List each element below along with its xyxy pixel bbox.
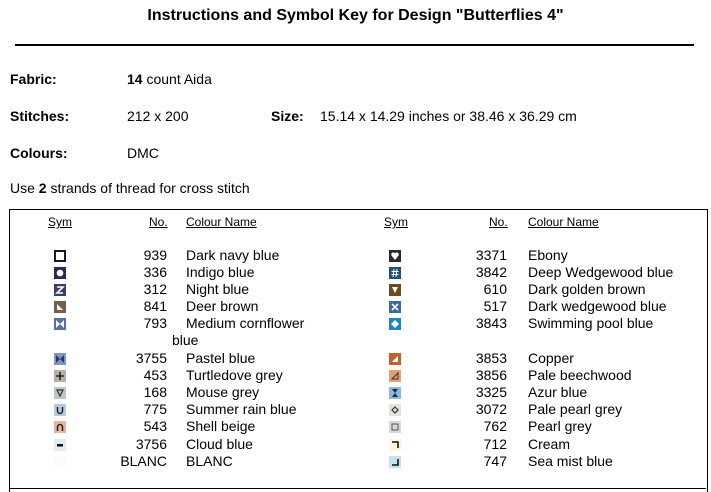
right_rows-dmc-number: 3853 bbox=[475, 350, 507, 366]
page-title: Instructions and Symbol Key for Design "Butterflies 4" bbox=[147, 7, 564, 24]
bowtie-light-icon bbox=[54, 352, 66, 364]
left_rows-dmc-number: 3755 bbox=[135, 350, 167, 366]
right_rows-dmc-number: 747 bbox=[483, 453, 507, 469]
hourglass-icon bbox=[389, 386, 401, 398]
triangle-corner-peach-icon bbox=[389, 369, 401, 381]
left_rows-dmc-number: 775 bbox=[143, 401, 167, 417]
table-bottom-rule bbox=[9, 488, 706, 489]
diamond-icon bbox=[389, 317, 401, 329]
left_rows-dmc-number: 168 bbox=[143, 384, 167, 400]
triangle-corner-orange-icon bbox=[389, 352, 401, 364]
right_rows-colour-name: Dark wedgewood blue bbox=[528, 298, 667, 314]
left_rows-dmc-number: 453 bbox=[143, 367, 167, 383]
right_rows-colour-name: Ebony bbox=[528, 247, 568, 263]
left_rows-colour-name: Deer brown bbox=[186, 298, 259, 314]
sym-header-right: Sym bbox=[384, 215, 408, 229]
colours-value: DMC bbox=[127, 145, 159, 161]
fabric-count: 14 bbox=[127, 71, 143, 87]
left_rows-colour-name: Pastel blue bbox=[186, 350, 256, 366]
left_rows-dmc-number: 841 bbox=[143, 298, 167, 314]
heart-icon bbox=[389, 249, 401, 261]
open-square-icon bbox=[54, 249, 66, 261]
right_rows-dmc-number: 3843 bbox=[475, 315, 507, 331]
fabric-value bbox=[127, 71, 212, 87]
left_rows-colour-name: Cloud blue bbox=[186, 436, 253, 452]
right_rows-colour-name: Sea mist blue bbox=[528, 453, 613, 469]
left_rows-colour-name: Turtledove grey bbox=[186, 367, 283, 383]
left_rows-dmc-number: BLANC bbox=[120, 453, 167, 469]
hash-icon bbox=[389, 266, 401, 278]
plus-icon bbox=[54, 369, 66, 381]
u-letter-icon bbox=[54, 403, 66, 415]
colour-name-header-left: Colour Name bbox=[186, 215, 257, 229]
small-diamond-icon bbox=[389, 403, 401, 415]
left_rows-dmc-number: 312 bbox=[143, 281, 167, 297]
right_rows-dmc-number: 712 bbox=[483, 436, 507, 452]
right_rows-dmc-number: 3072 bbox=[475, 401, 507, 417]
bowtie-icon bbox=[54, 317, 66, 329]
arch-icon bbox=[54, 420, 66, 432]
down-triangle-icon bbox=[54, 386, 66, 398]
x-icon bbox=[389, 300, 401, 312]
right_rows-colour-name: Deep Wedgewood blue bbox=[528, 264, 674, 280]
right_rows-colour-name: Cream bbox=[528, 436, 571, 452]
right_rows-colour-name: Pale beechwood bbox=[528, 367, 632, 383]
fabric-type: count Aida bbox=[142, 71, 212, 87]
size-label: Size: bbox=[271, 108, 304, 124]
right_rows-dmc-number: 762 bbox=[483, 418, 507, 434]
right_rows-dmc-number: 3856 bbox=[475, 367, 507, 383]
left_rows-dmc-number: 3756 bbox=[135, 436, 167, 452]
sym-header-left: Sym bbox=[48, 215, 72, 229]
right_rows-colour-name: Azur blue bbox=[528, 384, 588, 400]
left_rows-dmc-number: 543 bbox=[143, 418, 167, 434]
stitches-value: 212 x 200 bbox=[127, 108, 189, 124]
right_rows-dmc-number: 517 bbox=[483, 298, 507, 314]
right_rows-colour-name: Pearl grey bbox=[528, 418, 592, 434]
dash-icon bbox=[54, 438, 66, 450]
right_rows-dmc-number: 610 bbox=[483, 281, 507, 297]
left_rows-colour-name: Shell beige bbox=[186, 418, 256, 434]
circle-icon bbox=[54, 266, 66, 278]
triangle-corner-icon bbox=[54, 300, 66, 312]
corner-top-right-icon bbox=[389, 438, 401, 450]
colour-name-header-right: Colour Name bbox=[528, 215, 599, 229]
right_rows-colour-name: Pale pearl grey bbox=[528, 401, 623, 417]
left_rows-colour-name: Summer rain blue bbox=[186, 401, 297, 417]
right_rows-dmc-number: 3371 bbox=[475, 247, 507, 263]
left_rows-colour-name: Medium cornflower bbox=[186, 315, 305, 331]
z-letter-icon bbox=[54, 283, 66, 295]
strand-count: 2 bbox=[38, 180, 47, 196]
right_rows-colour-name: Swimming pool blue bbox=[528, 315, 654, 331]
right_rows-colour-name: Copper bbox=[528, 350, 574, 366]
left_rows-colour-name: Night blue bbox=[186, 281, 250, 297]
title-rule bbox=[15, 44, 694, 46]
instruction-post: strands of thread for cross stitch bbox=[46, 180, 250, 196]
corner-bottom-right-icon bbox=[389, 455, 401, 467]
right_rows-dmc-number: 3325 bbox=[475, 384, 507, 400]
left_rows-dmc-number: 336 bbox=[143, 264, 167, 280]
instruction-pre: Use bbox=[10, 180, 39, 196]
left_rows-colour-name: Indigo blue bbox=[186, 264, 255, 280]
right_rows-dmc-number: 3842 bbox=[475, 264, 507, 280]
grey-square-icon bbox=[389, 420, 401, 432]
left_rows-dmc-number: 793 bbox=[143, 315, 167, 331]
down-triangle-dark-icon bbox=[389, 283, 401, 295]
fabric-label: Fabric: bbox=[10, 71, 57, 87]
thread-instruction bbox=[10, 180, 250, 196]
left_rows-colour-name-continued: blue bbox=[172, 332, 199, 348]
stitches-label: Stitches: bbox=[10, 108, 70, 124]
left_rows-colour-name: Dark navy blue bbox=[186, 247, 280, 263]
size-value: 15.14 x 14.29 inches or 38.46 x 36.29 cm bbox=[320, 108, 577, 124]
left_rows-colour-name: Mouse grey bbox=[186, 384, 260, 400]
left_rows-dmc-number: 939 bbox=[143, 247, 167, 263]
right_rows-colour-name: Dark golden brown bbox=[528, 281, 646, 297]
left_rows-colour-name: BLANC bbox=[186, 453, 233, 469]
blank-icon bbox=[54, 455, 66, 467]
colours-label: Colours: bbox=[10, 145, 68, 161]
no-header-right: No. bbox=[489, 215, 508, 229]
no-header-left: No. bbox=[149, 215, 168, 229]
